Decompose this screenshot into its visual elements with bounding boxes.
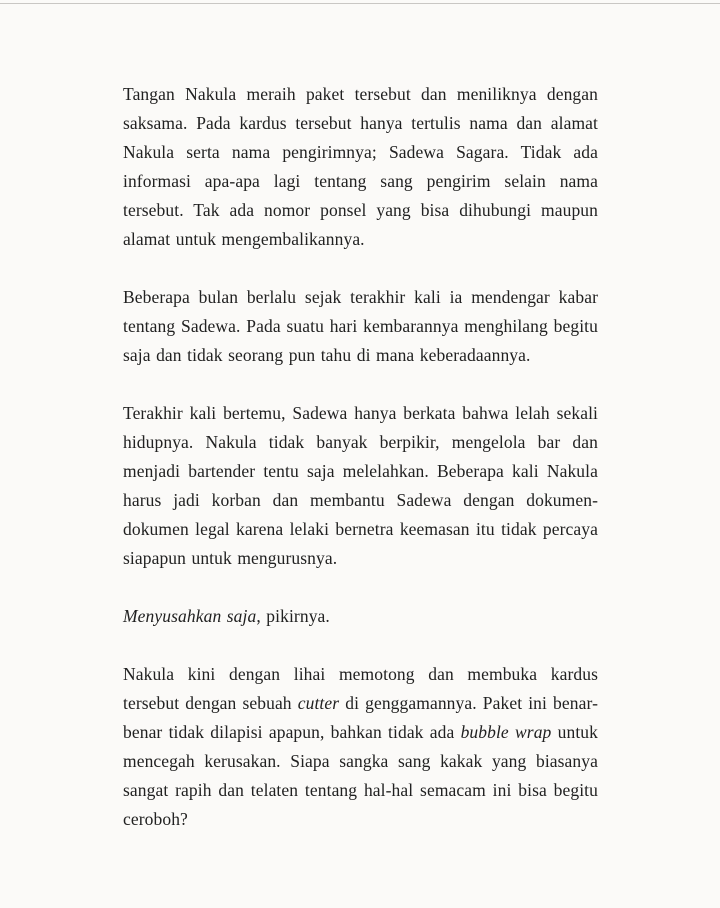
paragraph xyxy=(123,399,598,573)
text-segment: Terakhir kali bertemu, Sadewa hanya berkata bahwa lelah sekali hidupnya. Nakula tidak banyak berpikir, mengelola bar dan menjadi bartender tentu saja melelahkan. Beberapa kali Nakula harus jadi korban dan membantu Sadewa dengan dokumen-dokumen legal karena lelaki bernetra keemasan itu tidak percaya siapapun untuk mengurusnya. xyxy=(123,403,598,568)
paragraph xyxy=(123,80,598,254)
text-segment: Beberapa bulan berlalu sejak terakhir kali ia mendengar kabar tentang Sadewa. Pada suatu hari kembarannya menghilang begitu saja dan tidak seorang pun tahu di mana keberadaannya. xyxy=(123,287,598,365)
page-top-divider xyxy=(0,3,720,4)
italic-text-segment: cutter xyxy=(297,693,340,713)
italic-text-segment: Menyusahkan saja xyxy=(123,606,257,626)
paragraph xyxy=(123,660,598,834)
italic-text-segment: bubble wrap xyxy=(460,722,552,742)
text-segment: Nakula kini dengan lihai memotong dan membuka kardus tersebut dengan sebuah xyxy=(123,664,598,713)
text-segment: , pikirnya. xyxy=(256,606,330,626)
page-text xyxy=(123,80,598,834)
text-segment: untuk mencegah kerusakan. Siapa sangka sang kakak yang biasanya sangat rapih dan telaten tentang hal-hal semacam ini bisa begitu ceroboh? xyxy=(123,722,598,829)
paragraph xyxy=(123,602,598,631)
text-segment: di genggamannya. Paket ini benar-benar tidak dilapisi apapun, bahkan tidak ada xyxy=(123,693,599,742)
text-segment: Tangan Nakula meraih paket tersebut dan meniliknya dengan saksama. Pada kardus tersebut hanya tertulis nama dan alamat Nakula serta nama pengirimnya; Sadewa Sagara. Tidak ada informasi apa-apa lagi tentang sang pengirim selain nama tersebut. Tak ada nomor ponsel yang bisa dihubungi maupun alamat untuk mengembalikannya. xyxy=(123,84,598,249)
paragraph xyxy=(123,283,598,370)
